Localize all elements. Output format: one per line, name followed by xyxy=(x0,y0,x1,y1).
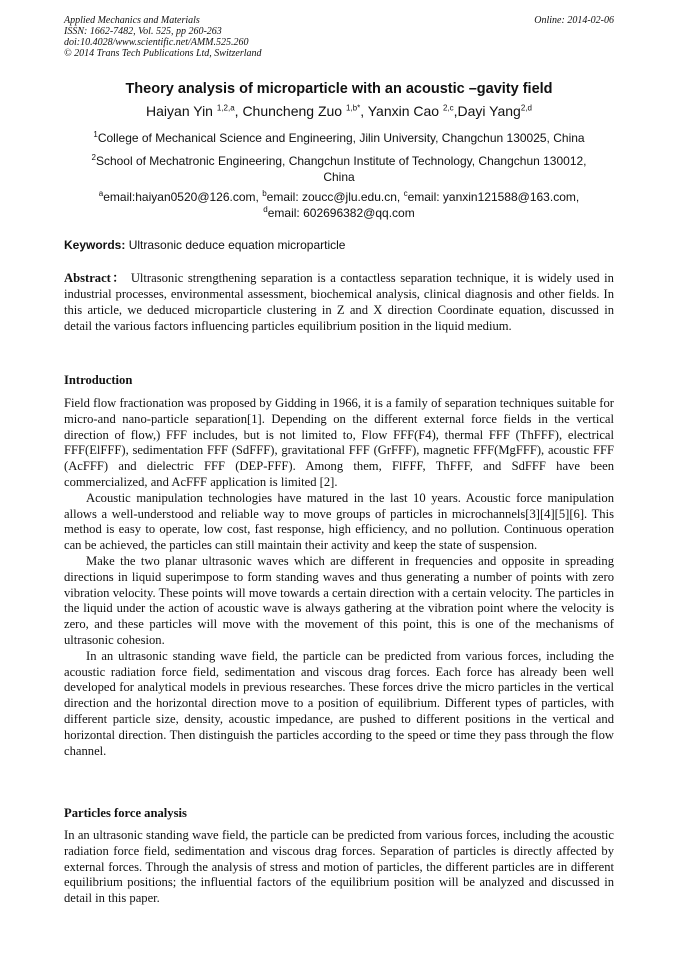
paragraph: In an ultrasonic standing wave field, the particle can be predicted from various forces, including the acoustic radiation force field, sedimentation and viscous drag forces. Each force has already been well developed for analytical models in previous researches. These forces drive the micro particles in the vertical direction and the horizontal direction move to a position of equilibrium. Different types of particles, with different particle size, density, acoustic impedance, are pushed to different positions in the vertical and horizontal direction. Then distinguish the particles according to the speed or time they pass through the flow channel. xyxy=(64,648,614,758)
affiliation-2: $^2$School of Mechatronic Engineering, Changchun Institute of Technology, Changchun 130012, China xyxy=(91,153,587,184)
email-d: email: 602696382@qq.com xyxy=(267,206,415,220)
journal-name: Applied Mechanics and Materials xyxy=(64,15,200,26)
email-list: $^a$email:haiyan0520@126.com, $^b$email: zoucc@jlu.edu.cn, $^c$email: yanxin121588@163.com, $^d$email: 602696382@qq.com xyxy=(98,189,580,220)
abstract xyxy=(64,270,614,334)
affiliation-1: $^1$College of Mechanical Science and Engineering, Jilin University, Changchun 130025, China xyxy=(93,130,585,145)
email-a: email:haiyan0520@126.com, xyxy=(103,190,263,204)
author-list: Haiyan Yin $^{1,2,a}$, Chuncheng Zuo $^{1,b*}$, Yanxin Cao $^{2,c}$,Dayi Yang$^{2,d}$ xyxy=(146,103,532,119)
author-name: Haiyan Yin xyxy=(146,103,217,119)
author-sup: 2,c xyxy=(442,103,454,113)
paragraph: Acoustic manipulation technologies have matured in the last 10 years. Acoustic force manipulation allows a well-understood and reliable way to move groups of particles in microchannels[3][4][5][6]. This method is easy to operate, low cost, fast response, high efficiency, and no pollution. Continuous operation can be achieved, the particles can still maintain their activity and keep the state of suspension. xyxy=(64,490,614,553)
author-sup: 2,d xyxy=(520,103,532,113)
author-name: Chuncheng Zuo xyxy=(242,103,346,119)
paper-title: Theory analysis of microparticle with an acoustic –gavity field xyxy=(125,81,553,97)
keywords-text: Ultrasonic deduce equation microparticle xyxy=(125,238,346,252)
particles-body xyxy=(64,828,614,907)
paragraph: In an ultrasonic standing wave field, the particle can be predicted from various forces, including the acoustic radiation force field, sedimentation and viscous drag forces. Separation of particles is directly affected by external forces. Through the analysis of stress and motion of particles, the different particles are in different equilibrium positions; the influential factors of the equilibrium position will be analyzed and discussed in detail in this paper. xyxy=(64,828,614,906)
keywords xyxy=(64,238,614,252)
author-sup: 1,2,a xyxy=(216,103,235,113)
abstract-text: Ultrasonic strengthening separation is a contactless separation technique, it is widely used in industrial processes, environmental assessment, biochemical analysis, clinical diagnosis and other fields. In this article, we deduced microparticle clustering in Z and X direction Coordinate equation, discussed in detail the various factors influencing particles equilibrium position in the liquid medium. xyxy=(64,271,614,333)
journal-header xyxy=(64,15,614,59)
copyright-line: © 2014 Trans Tech Publications Ltd, Switzerland xyxy=(64,48,262,59)
paragraph: Field flow fractionation was proposed by Gidding in 1966, it is a family of separation techniques suitable for micro-and nano-particle separation[1]. Depending on the different external force fields in the vertical direction of flow,) FFF includes, but is not limited to, Flow FFF(F4), thermal FFF (ThFFF), electrical FFF(ElFFF), sedimentation FFF (SdFFF), gravitational FFF (GrFFF), magnetic FFF(MgFFF), acoustic FFF (AcFFF) and dielectric FFF (DEP-FFF). Among them, FlFFF, ThFFF, and SdFFF have been commercialized, and AcFFF application is limited [2]. xyxy=(64,396,614,489)
introduction-body xyxy=(64,396,614,759)
doi-line: doi:10.4028/www.scientific.net/AMM.525.260 xyxy=(64,37,249,48)
author-name: Dayi Yang xyxy=(457,103,521,119)
email-b: email: zoucc@jlu.edu.cn, xyxy=(266,190,404,204)
online-date: Online: 2014-02-06 xyxy=(534,15,614,26)
author-sup: 1,b* xyxy=(345,103,361,113)
section-heading-introduction: Introduction xyxy=(64,373,133,387)
author-name: Yanxin Cao xyxy=(367,103,443,119)
issn-line: ISSN: 1662-7482, Vol. 525, pp 260-263 xyxy=(64,26,222,37)
section-heading-particles: Particles force analysis xyxy=(64,806,187,820)
paragraph: Make the two planar ultrasonic waves which are different in frequencies and opposite in spreading directions in liquid superimpose to form standing waves and thus generating a number of points with zero vibration velocity. These points will move towards a certain direction with a certain velocity. The particles in the liquid under the action of acoustic wave is always gathering at the vibration point where the velocity is zero, and these particles will move with the movement of this point, this is one of the mechanisms of ultrasonic cohesion. xyxy=(64,553,614,647)
email-c: email: yanxin121588@163.com, xyxy=(407,190,580,204)
keywords-label: Keywords: xyxy=(64,238,126,252)
abstract-label: Abstract： xyxy=(64,271,127,285)
